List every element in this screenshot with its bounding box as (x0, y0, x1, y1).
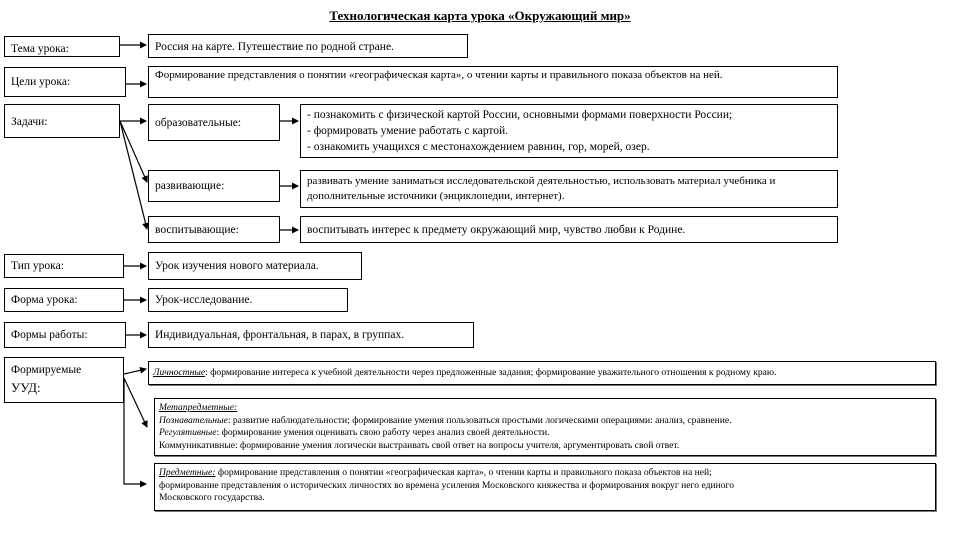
arrow-tasks-upbringing (120, 121, 147, 229)
developing-value: развивать умение заниматься исследовательской деятельностью, использовать материал учебника и дополнительные источники (энциклопедии, интернет). (307, 175, 776, 202)
upbringing-label: воспитывающие: (155, 223, 239, 236)
uud-cognitive-text: : развитие наблюдательности; формирование умения пользоваться простыми логическими операциями: анализ, сравнение. (227, 414, 732, 426)
lesson-form-value-box (148, 288, 348, 312)
page-title: Технологическая карта урока «Окружающий мир» (329, 8, 631, 23)
uud-label-line-2: УУД: (11, 380, 41, 395)
upbringing-value: воспитывать интерес к предмету окружающий мир, чувство любви к Родине. (307, 223, 686, 236)
educational-item-3: - ознакомить учащихся с местонахождением равнин, гор, морей, озер. (307, 141, 650, 153)
arrow-uud-metasubject (124, 378, 147, 427)
developing-label-box (148, 170, 280, 202)
lesson-form-value: Урок-исследование. (155, 294, 253, 306)
topic-label: Тема урока: (11, 43, 69, 55)
uud-personal-box (148, 361, 936, 385)
arrow-tasks-developing (120, 121, 147, 182)
lesson-type-value: Урок изучения нового материала. (155, 260, 319, 272)
uud-subject-line-2: формирование представления о исторических личностях во времена усиления Московского княжества и формирования вокруг него единого (159, 479, 735, 491)
uud-personal-heading: Личностные (153, 367, 206, 378)
arrow-uud-personal (124, 369, 146, 374)
educational-item-1: - познакомить с физической картой России, основными формами поверхности России; (307, 109, 733, 121)
uud-communicative-line: Коммуникативные: формирование умения логически выстраивать свой ответ на вопросы учителя, аргументировать свой ответ. (159, 439, 680, 451)
uud-regulatory-line (159, 427, 931, 440)
educational-item-2: - формировать умение работать с картой. (307, 125, 509, 137)
goals-label-box (4, 67, 126, 97)
goals-label: Цели урока: (11, 76, 71, 88)
uud-metasubject-heading: Метапредметные: (159, 402, 238, 413)
topic-value: Россия на карте. Путешествие по родной стране. (155, 41, 394, 53)
uud-personal-text: : формирование интереса к учебной деятельности через предложенные задания; формирование уважительного отношения к родному краю. (205, 367, 777, 378)
uud-metasubject-box (154, 398, 936, 456)
uud-subject-line-1 (159, 467, 931, 480)
lesson-form-label-box (4, 288, 124, 312)
lesson-form-label: Форма урока: (11, 294, 78, 306)
topic-value-box (148, 34, 468, 58)
work-forms-value-box (148, 322, 474, 348)
work-forms-value: Индивидуальная, фронтальная, в парах, в группах. (155, 329, 405, 341)
uud-regulatory-heading: Регулятивные (159, 427, 217, 438)
tasks-label-box (4, 104, 120, 138)
uud-subject-heading: Предметные: (159, 467, 216, 478)
uud-subject-line-3: Московского государства. (159, 492, 265, 503)
goals-value-box (148, 66, 838, 98)
uud-subject-box (154, 463, 936, 511)
lesson-type-label: Тип урока: (11, 260, 64, 272)
upbringing-label-box (148, 216, 280, 243)
educational-label: образовательные: (155, 116, 242, 129)
upbringing-detail-box (300, 216, 838, 243)
topic-label-box (4, 36, 120, 57)
goals-value: Формирование представления о понятии «географическая карта», о чтении карты и правильного показа объектов на ней. (155, 69, 723, 81)
uud-cognitive-line (159, 415, 931, 428)
developing-label: развивающие: (155, 180, 225, 192)
lesson-type-value-box (148, 252, 362, 280)
uud-label-line-1: Формируемые (11, 364, 82, 376)
work-forms-label-box (4, 322, 126, 348)
educational-detail-box (300, 104, 838, 158)
uud-subject-text-1: формирование представления о понятии «географическая карта», о чтении карты и правильного показа объектов на ней; (215, 467, 712, 478)
uud-cognitive-heading: Познавательные (159, 414, 228, 426)
educational-label-box (148, 104, 280, 141)
arrow-uud-subject (124, 380, 146, 484)
lesson-type-label-box (4, 254, 124, 278)
uud-label-box (4, 357, 124, 403)
tasks-label: Задачи: (11, 116, 48, 128)
developing-detail-box (300, 170, 838, 208)
work-forms-label: Формы работы: (11, 329, 88, 341)
uud-regulatory-text: : формирование умения оценивать свою работу через анализ своей деятельности. (216, 427, 550, 438)
